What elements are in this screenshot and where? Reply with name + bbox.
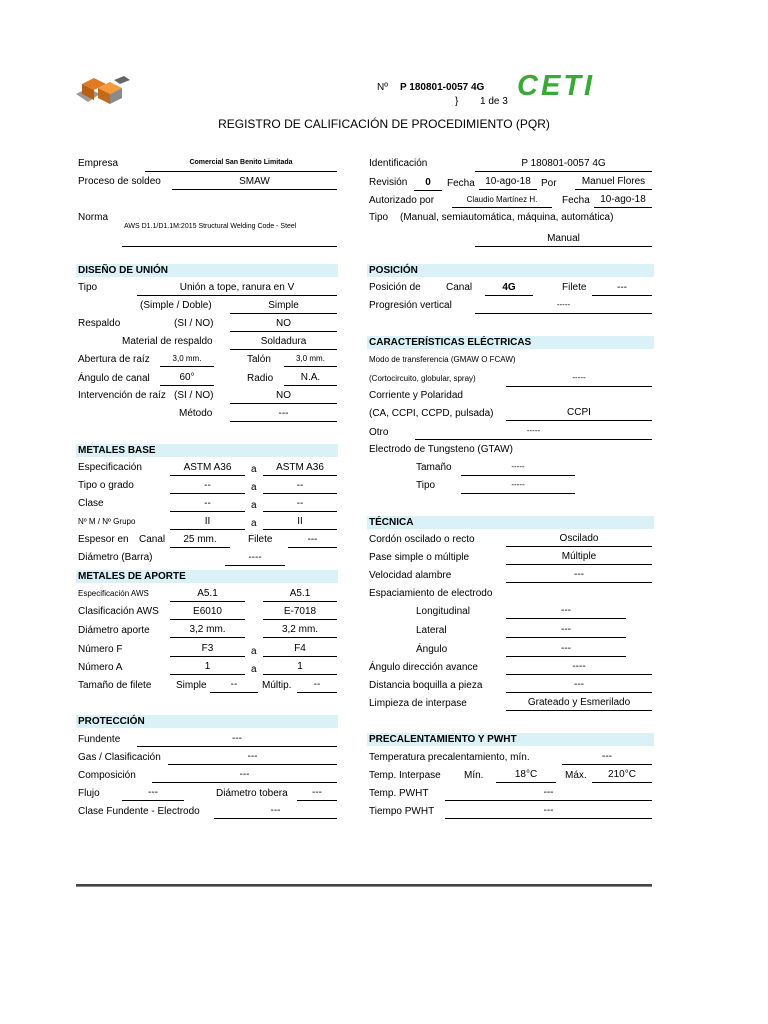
tiempo-pwht-value: --- [445, 805, 652, 819]
posicion-label: Posición de [369, 282, 421, 293]
norma-label: Norma [78, 212, 109, 223]
footer-divider [76, 884, 652, 887]
base-a-3: a [251, 500, 257, 511]
proceso-value: SMAW [172, 176, 337, 190]
pase-label: Pase simple o múltiple [369, 552, 470, 563]
temp-precal-label: Temperatura precalentamiento, mín. [369, 752, 530, 763]
flujo-label: Flujo [78, 788, 100, 799]
aporte-a-1: a [251, 646, 257, 657]
por-value: Manuel Flores [575, 176, 652, 190]
pwht-value: --- [445, 787, 652, 801]
base-clase-1: -- [170, 498, 245, 512]
ident-label: Identificación [369, 158, 428, 169]
pase-value: Múltiple [506, 551, 652, 565]
aporte-diam-label: Diámetro aporte [78, 625, 150, 636]
aporte-espec-1: A5.1 [170, 588, 245, 602]
corriente-hint: (CA, CCPI, CCPD, pulsada) [369, 408, 494, 419]
simple-doble-value: Simple [230, 300, 337, 314]
norma-value: AWS D1.1/D1.1M:2015 Structural Welding Code - Steel [124, 223, 297, 230]
aporte-multip-label: Múltip. [262, 680, 292, 691]
fecha2-label: Fecha [562, 195, 590, 206]
fundente-value: --- [137, 733, 337, 747]
tungsteno-tipo-value: ----- [461, 480, 575, 494]
interpase-max-value: 210°C [592, 769, 652, 783]
section-posicion: POSICIÓN [367, 264, 654, 277]
lateral-value: --- [506, 624, 626, 638]
fecha-value: 10-ago-18 [479, 176, 537, 190]
aporte-simple-label: Simple [176, 680, 207, 691]
norma-line [122, 234, 337, 247]
aporte-diam-2: 3,2 mm. [263, 624, 337, 638]
aporte-na-2: 1 [263, 661, 337, 675]
direccion-value: ---- [506, 661, 652, 675]
base-tipo-label: Tipo o grado [78, 480, 134, 491]
page-title: REGISTRO DE CALIFICACIÓN DE PROCEDIMIENTO (PQR) [218, 117, 550, 131]
base-grupo-1: II [170, 516, 245, 530]
metodo-label: Método [179, 408, 213, 419]
por-label: Por [541, 178, 557, 189]
intervencion-label: Intervención de raíz [78, 390, 166, 401]
base-grupo-2: II [263, 516, 337, 530]
material-label: Material de respaldo [122, 336, 213, 347]
longitudinal-label: Longitudinal [416, 606, 470, 617]
velocidad-value: --- [506, 569, 652, 583]
talon-label: Talón [247, 354, 271, 365]
talon-value: 3,0 mm. [284, 354, 337, 367]
base-grupo-label: Nº M / Nº Grupo [78, 517, 136, 526]
aporte-clasif-label: Clasificación AWS [78, 606, 159, 617]
base-espec-label: Especificación [78, 462, 142, 473]
clase-fundente-label: Clase Fundente - Electrodo [78, 806, 200, 817]
modo-hint: (Cortocircuito, globular, spray) [369, 374, 476, 383]
direccion-label: Ángulo dirección avance [369, 662, 478, 673]
abertura-label: Abertura de raíz [78, 354, 150, 365]
intervencion-si-no-label: (SI / NO) [174, 390, 214, 401]
base-tipo-1: -- [170, 480, 245, 494]
diseno-tipo-label: Tipo [78, 282, 98, 293]
lateral-label: Lateral [416, 625, 447, 636]
base-clase-2: -- [263, 498, 337, 512]
fundente-label: Fundente [78, 734, 121, 745]
section-base: METALES BASE [76, 444, 338, 457]
composicion-label: Composición [78, 770, 136, 781]
aporte-espec-2: A5.1 [263, 588, 337, 602]
ident-value: P 180801-0057 4G [475, 158, 652, 172]
respaldo-value: NO [230, 318, 337, 332]
angulo-label: Ángulo de canal [78, 373, 150, 384]
respaldo-si-no-label: (SI / NO) [174, 318, 214, 329]
distancia-label: Distancia boquilla a pieza [369, 680, 483, 691]
interpase-min-label: Mín. [464, 770, 484, 781]
tecnica-angulo-label: Ángulo [416, 644, 448, 655]
cordon-label: Cordón oscilado o recto [369, 534, 475, 545]
limpieza-label: Limpieza de interpase [369, 698, 467, 709]
pwht-label: Temp. PWHT [369, 788, 429, 799]
interpase-min-value: 18°C [496, 769, 556, 783]
autorizado-value: Claudio Martínez H. [452, 195, 552, 208]
longitudinal-value: --- [506, 605, 626, 619]
base-tipo-2: -- [263, 480, 337, 494]
distancia-value: --- [506, 679, 652, 693]
revision-label: Revisión [369, 177, 408, 188]
material-value: Soldadura [230, 336, 337, 350]
aporte-nf-1: F3 [170, 643, 245, 657]
aporte-na-label: Número A [78, 662, 123, 673]
aporte-diam-1: 3,2 mm. [170, 624, 245, 638]
espaciamiento-label: Espaciamiento de electrodo [369, 588, 493, 599]
otro-label: Otro [369, 427, 389, 438]
revision-value: 0 [414, 177, 442, 191]
clase-fundente-value: --- [214, 805, 337, 819]
otro-value: ----- [415, 426, 652, 440]
modo-label: Modo de transferencia (GMAW O FCAW) [369, 355, 516, 364]
aporte-simple-value: -- [210, 679, 258, 693]
aporte-multip-value: -- [297, 679, 337, 693]
temp-precal-value: --- [562, 751, 652, 765]
section-proteccion: PROTECCIÓN [76, 715, 338, 728]
cordon-value: Oscilado [506, 533, 652, 547]
tobera-value: --- [297, 787, 337, 801]
aporte-clasif-1: E6010 [170, 606, 245, 620]
company-logo [74, 72, 130, 108]
aporte-espec-label: Especificación AWS [78, 589, 149, 598]
tipo-value: Manual [475, 233, 652, 247]
canal-value: 25 mm. [170, 534, 230, 548]
radio-label: Radio [247, 373, 274, 384]
respaldo-label: Respaldo [78, 318, 121, 329]
metodo-value: --- [230, 408, 337, 422]
base-filete-label: Filete [248, 534, 273, 545]
angulo-value: 60° [160, 372, 214, 386]
limpieza-value: Grateado y Esmerilado [506, 697, 652, 711]
aporte-nf-2: F4 [263, 643, 337, 657]
posicion-filete-value: --- [592, 282, 652, 296]
section-diseno: DISEÑO DE UNIÓN [76, 264, 338, 277]
empresa-value: Comercial San Benito Limitada [145, 159, 337, 172]
radio-value: N.A. [284, 372, 337, 386]
fecha2-value: 10-ago-18 [594, 194, 652, 208]
tecnica-angulo-value: --- [506, 643, 626, 657]
corriente-label: Corriente y Polaridad [369, 390, 463, 401]
tungsteno-tamano-value: ----- [461, 462, 575, 476]
base-filete-value: --- [288, 534, 337, 548]
diseno-tipo-value: Unión a tope, ranura en V [137, 282, 337, 296]
tipo-label: Tipo [369, 212, 389, 223]
tungsteno-label: Electrodo de Tungsteno (GTAW) [369, 444, 513, 455]
aporte-clasif-2: E-7018 [263, 606, 337, 620]
section-precalentamiento: PRECALENTAMIENTO Y PWHT [367, 733, 654, 746]
base-a-1: a [251, 464, 257, 475]
section-electricas: CARACTERÍSTICAS ELÉCTRICAS [367, 336, 654, 349]
espesor-label: Espesor en [78, 534, 129, 545]
base-clase-label: Clase [78, 498, 104, 509]
modo-value: ----- [506, 373, 652, 387]
tipo-hint: (Manual, semiautomática, máquina, automática) [400, 212, 614, 223]
composicion-value: --- [152, 769, 337, 783]
posicion-filete-label: Filete [562, 282, 587, 293]
doc-number: P 180801-0057 4G [400, 82, 485, 93]
aporte-na-1: 1 [170, 661, 245, 675]
base-a-4: a [251, 518, 257, 529]
empresa-label: Empresa [78, 158, 119, 169]
aporte-nf-label: Número F [78, 644, 123, 655]
base-a-2: a [251, 482, 257, 493]
base-espec-1: ASTM A36 [170, 462, 245, 476]
tobera-label: Diámetro tobera [216, 788, 288, 799]
brand-logo [515, 70, 655, 100]
diametro-barra-label: Diámetro (Barra) [78, 552, 153, 563]
velocidad-label: Velocidad alambre [369, 570, 452, 581]
interpase-max-label: Máx. [565, 770, 587, 781]
brand-text: CETI [517, 70, 596, 100]
gas-value: --- [168, 751, 337, 765]
diametro-barra-value: ---- [225, 552, 285, 566]
posicion-canal-label: Canal [446, 282, 473, 293]
page-indicator: 1 de 3 [480, 96, 508, 107]
page-brace: } [455, 96, 459, 107]
tiempo-pwht-label: Tiempo PWHT [369, 806, 435, 817]
interpase-label: Temp. Interpase [369, 770, 441, 781]
intervencion-value: NO [230, 390, 337, 404]
doc-number-label: Nº [377, 82, 388, 93]
canal-label: Canal [139, 534, 166, 545]
gas-label: Gas / Clasificación [78, 752, 161, 763]
progresion-label: Progresión vertical [369, 300, 452, 311]
simple-doble-label: (Simple / Doble) [140, 300, 212, 311]
posicion-canal-value: 4G [485, 282, 533, 296]
section-aporte: METALES DE APORTE [76, 570, 338, 583]
tungsteno-tipo-label: Tipo [416, 480, 436, 491]
flujo-value: --- [122, 787, 184, 801]
progresion-value: ----- [475, 300, 652, 314]
abertura-value: 3,0 mm. [160, 354, 214, 367]
tungsteno-tamano-label: Tamaño [416, 462, 452, 473]
autorizado-label: Autorizado por [369, 195, 435, 206]
aporte-filete-label: Tamaño de filete [78, 680, 152, 691]
base-espec-2: ASTM A36 [263, 462, 337, 476]
aporte-a-2: a [251, 664, 257, 675]
section-tecnica: TÉCNICA [367, 516, 654, 529]
fecha-label: Fecha [447, 178, 475, 189]
corriente-value: CCPI [506, 407, 652, 421]
proceso-label: Proceso de soldeo [78, 176, 161, 187]
